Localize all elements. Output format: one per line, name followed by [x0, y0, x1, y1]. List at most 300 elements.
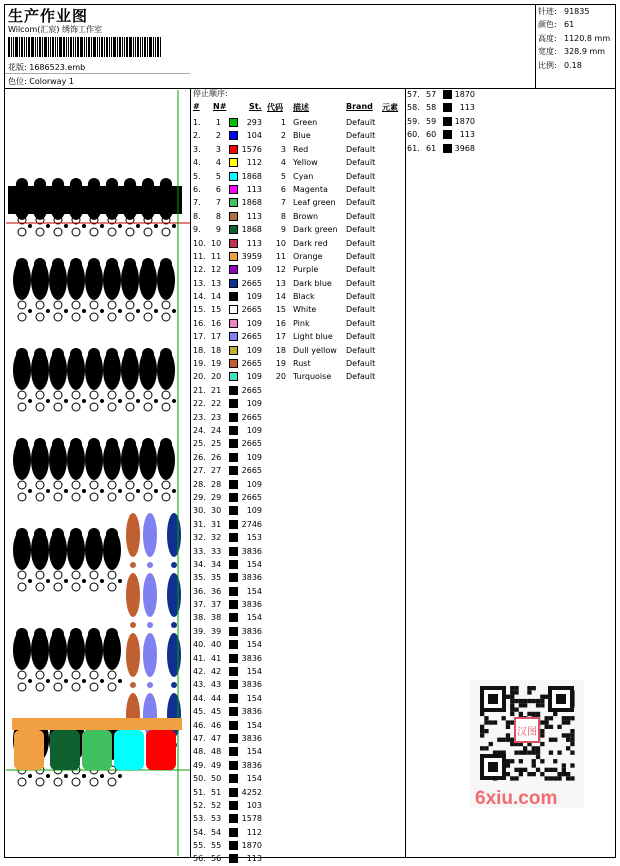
colorway-line: [8, 76, 74, 87]
design-loop: [162, 481, 170, 489]
color-swatch: [229, 747, 238, 756]
design-loop: [108, 683, 116, 691]
color-swatch: [229, 426, 238, 435]
design-color-blob: [126, 513, 140, 557]
design-blob-top: [124, 348, 136, 360]
qr-module: [549, 725, 553, 729]
design-color-dot: [130, 682, 136, 688]
needle-number: 2: [215, 131, 221, 141]
design-file: 1686523.emb: [29, 63, 86, 72]
qr-module: [566, 733, 570, 737]
design-loop: [72, 583, 80, 591]
design-loop: [72, 481, 80, 489]
stop-index: 58.: [407, 103, 420, 113]
design-dot: [28, 774, 32, 778]
color-swatch: [229, 466, 238, 475]
color-code: 20: [275, 372, 286, 382]
design-dot: [100, 224, 104, 228]
color-swatch: [229, 319, 238, 328]
stop-index: 5.: [193, 171, 201, 181]
design-loop: [108, 301, 116, 309]
design-loop: [18, 583, 26, 591]
design-loop: [144, 493, 152, 501]
color-swatch: [229, 279, 238, 288]
stop-index: 7.: [193, 198, 201, 208]
thread-brand: Default: [346, 184, 376, 194]
design-loop: [126, 228, 134, 236]
needle-number: 6: [215, 184, 221, 194]
qr-module: [553, 759, 557, 763]
stat-label: 宽度:: [538, 47, 557, 57]
embroidery-design-preview: [6, 90, 190, 856]
needle-number: 10: [211, 238, 222, 248]
qr-module: [532, 763, 536, 767]
thread-brand: Default: [346, 278, 376, 288]
qr-module: [536, 755, 540, 759]
design-dot: [136, 489, 140, 493]
qr-module: [506, 772, 510, 776]
qr-module: [519, 712, 523, 716]
stitch-count: 103: [246, 800, 262, 810]
qr-module: [510, 720, 514, 724]
needle-number: 36: [211, 586, 222, 596]
qr-module: [566, 720, 570, 724]
qr-module: [527, 690, 531, 694]
color-swatch: [229, 600, 238, 609]
design-color-blob: [126, 633, 140, 677]
needle-number: 11: [211, 251, 222, 261]
stitch-count: 2665: [241, 466, 262, 476]
design-loop: [36, 683, 44, 691]
qr-module: [493, 720, 497, 724]
needle-number: 19: [211, 359, 222, 369]
design-band: [8, 186, 182, 214]
qr-module: [570, 751, 574, 755]
qr-module: [514, 751, 518, 755]
design-loop: [72, 493, 80, 501]
color-code: 15: [275, 305, 286, 315]
col-header-index: #: [193, 102, 200, 111]
design-blob-top: [88, 348, 100, 360]
needle-number: 22: [211, 399, 222, 409]
needle-number: 48: [211, 747, 222, 757]
stop-index: 53.: [193, 814, 206, 824]
thread-brand: Default: [346, 359, 376, 369]
design-loop: [108, 313, 116, 321]
stop-index: 16.: [193, 318, 206, 328]
stop-index: 50.: [193, 774, 206, 784]
qr-module: [562, 733, 566, 737]
stitch-count: 3836: [241, 760, 262, 770]
stop-index: 9.: [193, 225, 201, 235]
stitch-count: 3836: [241, 600, 262, 610]
color-swatch: [443, 90, 452, 99]
design-loop: [90, 571, 98, 579]
design-blob-top: [106, 528, 118, 540]
col-header-stitches: St.: [249, 102, 262, 111]
qr-module: [480, 729, 484, 733]
design-blob-top: [52, 438, 64, 450]
design-blob-top: [70, 628, 82, 640]
col-header-brand: Brand: [346, 102, 373, 111]
stop-index: 24.: [193, 425, 206, 435]
color-description: Green: [293, 118, 318, 127]
qr-module: [510, 759, 514, 763]
qr-module: [553, 738, 557, 742]
stop-index: 32.: [193, 533, 206, 543]
stop-index: 38.: [193, 613, 206, 623]
design-bottom-block: [146, 730, 176, 770]
qr-module: [536, 712, 540, 716]
company-name: Wilcom(汇宸) 绣饰工作室: [8, 25, 103, 34]
stop-index: 30.: [193, 506, 206, 516]
design-blob-top: [142, 258, 154, 270]
stop-index: 35.: [193, 573, 206, 583]
needle-number: 53: [211, 814, 222, 824]
needle-number: 52: [211, 800, 222, 810]
qr-module: [557, 776, 561, 780]
design-loop: [36, 671, 44, 679]
color-swatch: [229, 573, 238, 582]
color-code: 2: [280, 131, 286, 141]
design-loop: [54, 228, 62, 236]
qr-module: [540, 695, 544, 699]
stop-index: 17.: [193, 332, 206, 342]
color-swatch: [229, 707, 238, 716]
stitch-count: 2665: [241, 305, 262, 315]
color-swatch: [443, 117, 452, 126]
design-dot: [118, 224, 122, 228]
needle-number: 29: [211, 492, 222, 502]
thread-brand: Default: [346, 171, 376, 181]
design-loop: [36, 583, 44, 591]
qr-module: [540, 720, 544, 724]
thread-brand: Default: [346, 251, 376, 261]
qr-module: [506, 733, 510, 737]
stitch-count: 2665: [241, 385, 262, 395]
stitch-count: 2665: [241, 492, 262, 502]
design-loop: [72, 403, 80, 411]
color-code: 18: [275, 345, 286, 355]
design-color-blob: [143, 513, 157, 557]
stop-index: 15.: [193, 305, 206, 315]
stop-index: 8.: [193, 211, 201, 221]
needle-number: 43: [211, 680, 222, 690]
qr-module: [549, 716, 553, 720]
design-loop: [18, 481, 26, 489]
design-blob-top: [106, 258, 118, 270]
color-description: Orange: [293, 251, 323, 261]
stats-divider: [535, 4, 536, 88]
design-loop: [36, 391, 44, 399]
stitch-count: 154: [246, 613, 262, 623]
qr-module: [523, 751, 527, 755]
design-loop: [18, 313, 26, 321]
stat-label: 高度:: [538, 33, 557, 43]
qr-module: [527, 699, 531, 703]
stop-index: 18.: [193, 345, 206, 355]
stop-index: 21.: [193, 385, 206, 395]
stitch-count: 112: [246, 158, 262, 168]
qr-finder-center: [488, 762, 498, 772]
stitch-count: 154: [246, 720, 262, 730]
design-loop: [144, 403, 152, 411]
stitch-count: 113: [246, 238, 262, 248]
thread-brand: Default: [346, 225, 376, 235]
design-dot: [136, 309, 140, 313]
color-swatch: [229, 145, 238, 154]
qr-module: [510, 703, 514, 707]
needle-number: 45: [211, 707, 222, 717]
color-swatch: [229, 239, 238, 248]
stitch-count: 3836: [241, 653, 262, 663]
qr-module: [545, 768, 549, 772]
design-loop: [108, 403, 116, 411]
stitch-count: 1868: [241, 225, 262, 235]
design-loop: [108, 671, 116, 679]
color-swatch: [229, 158, 238, 167]
qr-module: [523, 703, 527, 707]
stop-index: 59.: [407, 116, 420, 126]
design-dot: [154, 489, 158, 493]
needle-number: 51: [211, 787, 222, 797]
needle-number: 34: [211, 559, 222, 569]
design-dot: [28, 489, 32, 493]
needle-number: 32: [211, 533, 222, 543]
stitch-count: 4252: [241, 787, 262, 797]
color-description: Light blue: [293, 332, 333, 342]
design-loop: [18, 571, 26, 579]
design-blob-top: [34, 258, 46, 270]
color-swatch: [229, 627, 238, 636]
qr-module: [484, 716, 488, 720]
stitch-count: 113: [459, 103, 475, 113]
stitch-count: 1576: [241, 144, 262, 154]
qr-module: [484, 729, 488, 733]
thread-brand: Default: [346, 265, 376, 275]
needle-number: 15: [211, 305, 222, 315]
stitch-count: 3836: [241, 546, 262, 556]
stitch-count: 154: [246, 586, 262, 596]
design-dot: [82, 679, 86, 683]
color-description: Dull yellow: [293, 345, 337, 355]
color-swatch: [229, 828, 238, 837]
design-bottom-block: [14, 730, 44, 770]
qr-module: [570, 729, 574, 733]
needle-number: 61: [426, 143, 437, 153]
stop-index: 36.: [193, 586, 206, 596]
color-swatch: [229, 734, 238, 743]
color-code: 14: [275, 292, 286, 302]
design-bottom-band: [12, 718, 182, 730]
color-swatch: [229, 788, 238, 797]
color-swatch: [443, 130, 452, 139]
design-blob-top: [34, 348, 46, 360]
qr-module: [510, 686, 514, 690]
design-loop: [108, 583, 116, 591]
stop-index: 40.: [193, 640, 206, 650]
color-swatch: [229, 640, 238, 649]
qr-module: [532, 712, 536, 716]
col-header-description: 描述: [293, 103, 309, 112]
qr-module: [536, 751, 540, 755]
meta-divider: [5, 73, 190, 74]
color-description: Turquoise: [293, 372, 332, 382]
needle-number: 31: [211, 519, 222, 529]
design-loop: [90, 313, 98, 321]
stop-index: 27.: [193, 466, 206, 476]
qr-finder-center: [556, 694, 566, 704]
qr-module: [532, 686, 536, 690]
design-blob-top: [88, 628, 100, 640]
design-dot: [136, 399, 140, 403]
qr-module: [545, 720, 549, 724]
design-loop: [36, 571, 44, 579]
stop-index: 61.: [407, 143, 420, 153]
design-blob-top: [88, 258, 100, 270]
color-code: 6: [280, 184, 286, 194]
color-description: Brown: [293, 211, 319, 221]
design-color-dot: [147, 562, 153, 568]
design-dot: [100, 679, 104, 683]
qr-module: [540, 699, 544, 703]
stat-value: 61: [564, 20, 575, 30]
stitch-count: 109: [246, 345, 262, 355]
design-loop: [54, 683, 62, 691]
color-code: 19: [275, 359, 286, 369]
needle-number: 16: [211, 318, 222, 328]
design-dot: [64, 489, 68, 493]
needle-number: 3: [215, 144, 221, 154]
stitch-count: 2665: [241, 439, 262, 449]
design-loop: [54, 313, 62, 321]
design-dot: [28, 579, 32, 583]
stitch-count: 1578: [241, 814, 262, 824]
color-description: Rust: [293, 359, 311, 369]
qr-module: [553, 712, 557, 716]
stat-value: 0.18: [564, 60, 582, 70]
color-swatch: [229, 413, 238, 422]
qr-module: [562, 768, 566, 772]
stitch-count: 2746: [241, 519, 262, 529]
stop-index: 4.: [193, 158, 201, 168]
stop-index: 54.: [193, 827, 206, 837]
design-blob-top: [160, 348, 172, 360]
color-description: Red: [293, 144, 309, 154]
stitch-count: 109: [246, 479, 262, 489]
design-loop: [90, 228, 98, 236]
thread-brand: Default: [346, 318, 376, 328]
design-loop: [18, 683, 26, 691]
design-loop: [162, 313, 170, 321]
design-dot: [82, 774, 86, 778]
qr-module: [549, 751, 553, 755]
qr-module: [514, 776, 518, 780]
stitch-count: 154: [246, 693, 262, 703]
qr-module: [532, 746, 536, 750]
needle-number: 38: [211, 613, 222, 623]
needle-number: 13: [211, 278, 222, 288]
color-swatch: [229, 332, 238, 341]
color-description: Dark green: [293, 225, 338, 235]
qr-module: [523, 768, 527, 772]
stop-index: 34.: [193, 559, 206, 569]
stitch-count: 154: [246, 640, 262, 650]
design-color-blob: [167, 633, 181, 677]
color-swatch: [229, 721, 238, 730]
needle-number: 21: [211, 385, 222, 395]
design-dot: [82, 489, 86, 493]
design-loop: [162, 493, 170, 501]
design-loop: [18, 301, 26, 309]
stop-index: 48.: [193, 747, 206, 757]
barcode: [8, 37, 180, 57]
design-loop: [72, 391, 80, 399]
needle-number: 18: [211, 345, 222, 355]
needle-number: 8: [215, 211, 221, 221]
design-dot: [100, 309, 104, 313]
thread-brand: Default: [346, 131, 376, 141]
design-blob-top: [16, 628, 28, 640]
design-loop: [162, 301, 170, 309]
needle-number: 9: [215, 225, 221, 235]
stat-value: 91835: [564, 7, 590, 16]
color-swatch: [229, 694, 238, 703]
needle-number: 42: [211, 667, 222, 677]
qr-module: [519, 703, 523, 707]
design-blob-top: [124, 258, 136, 270]
stitch-count: 109: [246, 318, 262, 328]
col-header-needle: N#: [213, 102, 227, 111]
design-dot: [46, 309, 50, 313]
stitch-count: 109: [246, 292, 262, 302]
needle-number: 12: [211, 265, 222, 275]
needle-number: 26: [211, 452, 222, 462]
design-color-blob: [167, 513, 181, 557]
qr-module: [519, 699, 523, 703]
stitch-count: 2665: [241, 332, 262, 342]
design-loop: [144, 301, 152, 309]
color-description: Yellow: [293, 158, 318, 168]
color-swatch: [229, 814, 238, 823]
design-color-dot: [130, 622, 136, 628]
design-dot: [46, 489, 50, 493]
stitch-count: 113: [246, 184, 262, 194]
qr-module: [523, 699, 527, 703]
design-dot: [136, 224, 140, 228]
color-swatch: [229, 399, 238, 408]
qr-module: [570, 776, 574, 780]
page-title: 生产作业图: [8, 7, 89, 25]
qr-module: [566, 772, 570, 776]
design-dot: [46, 399, 50, 403]
design-dot: [64, 579, 68, 583]
design-loop: [54, 301, 62, 309]
stop-index: 3.: [193, 144, 201, 154]
color-swatch: [443, 103, 452, 112]
design-bottom-block: [50, 730, 80, 770]
qr-module: [510, 708, 514, 712]
design-dot: [64, 224, 68, 228]
qr-module: [527, 686, 531, 690]
design-blob-top: [88, 528, 100, 540]
color-code: 7: [280, 198, 286, 208]
design-dot: [46, 224, 50, 228]
qr-module: [519, 759, 523, 763]
color-code: 13: [275, 278, 286, 288]
needle-number: 54: [211, 827, 222, 837]
design-dot: [100, 489, 104, 493]
